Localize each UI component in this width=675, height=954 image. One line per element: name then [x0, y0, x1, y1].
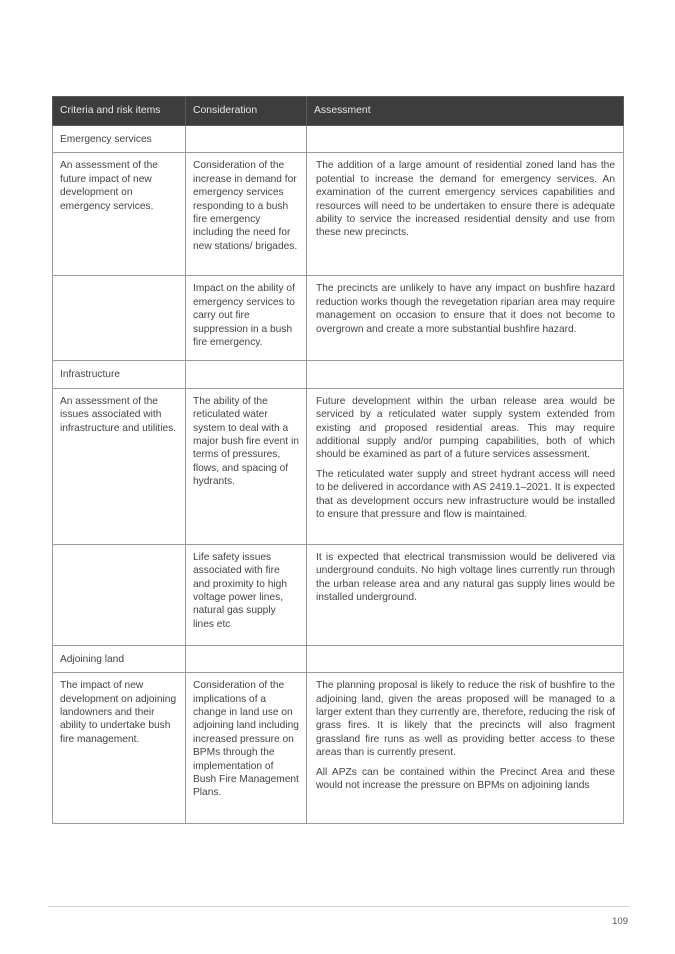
section-row-adjoining-land — [53, 645, 624, 672]
consideration-cell: The ability of the reticulated water system to deal with a major bush fire event in terms of pressures, flows, and spacing of hydrants. — [186, 388, 307, 544]
table-row — [53, 673, 624, 824]
empty-cell — [307, 126, 624, 153]
empty-cell — [307, 645, 624, 672]
section-row-emergency-services — [53, 126, 624, 153]
consideration-cell: Consideration of the implications of a change in land use on adjoining land including increased pressure on BPMs through the implementation of Bush Fire Management Plans. — [186, 673, 307, 824]
assessment-paragraph: The reticulated water supply and street hydrant access will need to be delivered in accordance with AS 2419.1–2021. It is expected that as development occurs new infrastructure would be installed to ensure that pressure and flow is maintained. — [316, 468, 615, 521]
consideration-cell: Life safety issues associated with fire and proximity to high voltage power lines, natural gas supply lines etc — [186, 544, 307, 645]
assessment-cell — [307, 673, 624, 824]
footer-divider — [48, 906, 629, 907]
criteria-cell — [53, 544, 186, 645]
section-row-infrastructure — [53, 361, 624, 388]
table-row — [53, 388, 624, 544]
header-criteria: Criteria and risk items — [53, 97, 186, 126]
assessment-cell — [307, 276, 624, 361]
empty-cell — [186, 645, 307, 672]
table-row — [53, 276, 624, 361]
section-title: Emergency services — [53, 126, 186, 153]
header-assessment: Assessment — [307, 97, 624, 126]
assessment-paragraph: Future development within the urban release area would be serviced by a reticulated water supply system extended from existing and proposed residential areas. This may require additional supply and/or pumping capabilities, both of which should be examined as part of a future services assessment. — [316, 395, 615, 461]
assessment-paragraph: It is expected that electrical transmission would be delivered via underground conduits. No high voltage lines currently run through the urban release area and any natural gas supply lines would be installed underground. — [316, 551, 615, 604]
consideration-cell: Consideration of the increase in demand for emergency services responding to a bush fire emergency including the need for new stations/ brigades. — [186, 153, 307, 276]
bushfire-risk-assessment-table — [52, 96, 624, 824]
criteria-cell: The impact of new development on adjoining landowners and their ability to undertake bush fire management. — [53, 673, 186, 824]
page-number: 109 — [612, 916, 628, 927]
assessment-paragraph: All APZs can be contained within the Precinct Area and these would not increase the pressure on BPMs on adjoining lands — [316, 766, 615, 792]
table-row — [53, 544, 624, 645]
empty-cell — [307, 361, 624, 388]
criteria-cell — [53, 276, 186, 361]
assessment-paragraph: The planning proposal is likely to reduce the risk of bushfire to the adjoining land, given the areas proposed will be managed to a larger extent than they currently are, therefore, reducing the risk of grass fires. It is likely that the precincts will also fragment grassland fire runs as well as providing better access to these areas than is currently present. — [316, 680, 615, 759]
consideration-cell: Impact on the ability of emergency services to carry out fire suppression in a bush fire emergency. — [186, 276, 307, 361]
empty-cell — [186, 361, 307, 388]
criteria-cell: An assessment of the issues associated with infrastructure and utilities. — [53, 388, 186, 544]
assessment-paragraph: The precincts are unlikely to have any impact on bushfire hazard reduction works though the revegetation riparian area may require management on occasion to ensure that it does not become to overgrown and create a more substantial bushfire hazard. — [316, 283, 615, 335]
criteria-cell: An assessment of the future impact of new development on emergency services. — [53, 153, 186, 276]
section-title: Adjoining land — [53, 645, 186, 672]
empty-cell — [186, 126, 307, 153]
section-title: Infrastructure — [53, 361, 186, 388]
table-row — [53, 153, 624, 276]
assessment-cell — [307, 544, 624, 645]
assessment-paragraph: The addition of a large amount of residential zoned land has the potential to increase the demand for emergency services. An examination of the current emergency services capabilities and resources will need to be undertaken to ensure there is adequate ability to service the increased residential density and use from these new precincts. — [316, 160, 615, 239]
assessment-cell — [307, 153, 624, 276]
header-consideration: Consideration — [186, 97, 307, 126]
table-header-row — [53, 97, 624, 126]
assessment-cell — [307, 388, 624, 544]
